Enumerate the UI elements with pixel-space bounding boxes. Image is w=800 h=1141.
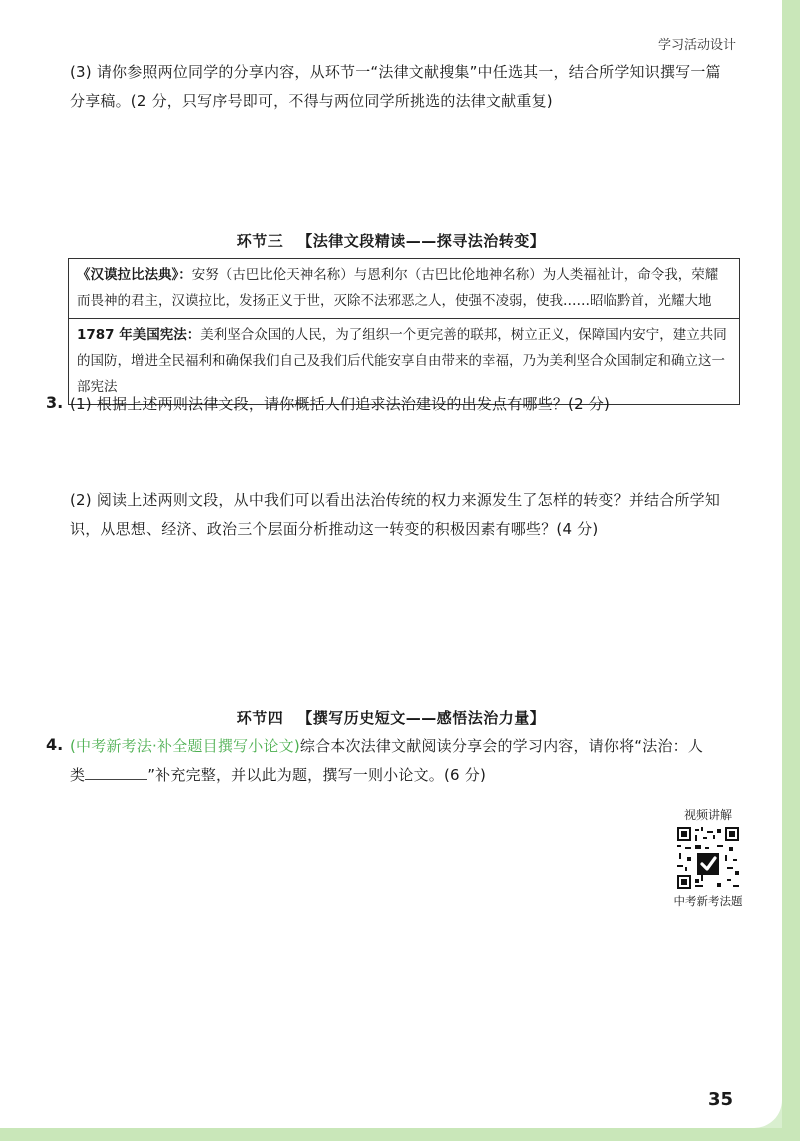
question-4-line1 — [70, 732, 750, 761]
question-4-line2 — [70, 761, 750, 790]
section-label: 学习活动设计 — [657, 38, 736, 53]
question-3-part1: (1) 根据上述两则法律文段，请你概括人们追求法治建设的出发点有哪些？(2 分) — [70, 395, 611, 413]
fill-in-blank[interactable] — [85, 761, 147, 780]
stage-3-title: 【法律文段精读——探寻法治转变】 — [297, 232, 546, 250]
page-number: 35 — [708, 1089, 734, 1110]
question-4-line2-pre: 类 — [70, 766, 86, 784]
question-4-line2-post: ”补充完整，并以此为题，撰写一则小论文。(6 分) — [147, 766, 486, 784]
legal-sources-table — [68, 258, 740, 405]
question-4-number: 4. — [46, 735, 64, 754]
qr-caption-top: 视频讲解 — [683, 808, 732, 822]
question-2-3 — [70, 58, 750, 116]
question-4-line1-text: 综合本次法律文献阅读分享会的学习内容，请你将“法治：人 — [299, 737, 704, 755]
source-hammurabi-name: 《汉谟拉比法典》： — [77, 267, 192, 283]
question-3-part2 — [70, 486, 750, 544]
qr-caption-bottom: 中考新考法题 — [673, 894, 743, 908]
question-3-part2-line2: 识，从思想、经济、政治三个层面分析推动这一转变的积极因素有哪些？(4 分) — [70, 520, 599, 538]
source-us-constitution-name: 1787 年美国宪法： — [77, 327, 201, 343]
stage-4-title: 【撰写历史短文——感悟法治力量】 — [297, 709, 546, 727]
stage-3-heading — [0, 230, 782, 251]
question-3-part2-line1: (2) 阅读上述两则文段，从中我们可以看出法治传统的权力来源发生了怎样的转变？并结合所学知 — [70, 491, 721, 509]
stage-4-name: 环节四 — [236, 709, 284, 727]
stage-4-heading — [0, 707, 782, 728]
video-explanation-qr[interactable] — [668, 806, 748, 909]
page-edge-right — [782, 0, 800, 1141]
page-edge-bottom — [0, 1128, 800, 1141]
qr-code-icon[interactable] — [677, 827, 739, 889]
source-hammurabi-text: 安努（古巴比伦天神名称）与恩利尔（古巴比伦地神名称）为人类福祉计，命令我，荣耀而畏神的君主，汉谟拉比，发扬正义于世，灭除不法邪恶之人，使强不凌弱，使我……昭临黔首，光耀大地 — [77, 267, 719, 309]
source-us-constitution-text: 美利坚合众国的人民，为了组织一个更完善的联邦，树立正义，保障国内安宁，建立共同的国防，增进全民福利和确保我们自己及我们后代能安享自由带来的幸福，乃为美利坚合众国制定和确立这一部宪法 — [77, 327, 727, 395]
source-hammurabi — [69, 259, 739, 318]
question-4 — [70, 732, 750, 790]
question-4-tag: (中考新考法·补全题目撰写小论文) — [70, 737, 300, 755]
question-2-3-line2: 分享稿。(2 分，只写序号即可，不得与两位同学所挑选的法律文献重复) — [70, 92, 553, 110]
question-2-3-line1: (3) 请你参照两位同学的分享内容，从环节一“法律文献搜集”中任选其一，结合所学知识撰写一篇 — [70, 63, 721, 81]
stage-3-name: 环节三 — [236, 232, 284, 250]
question-3-number: 3. — [46, 393, 64, 412]
